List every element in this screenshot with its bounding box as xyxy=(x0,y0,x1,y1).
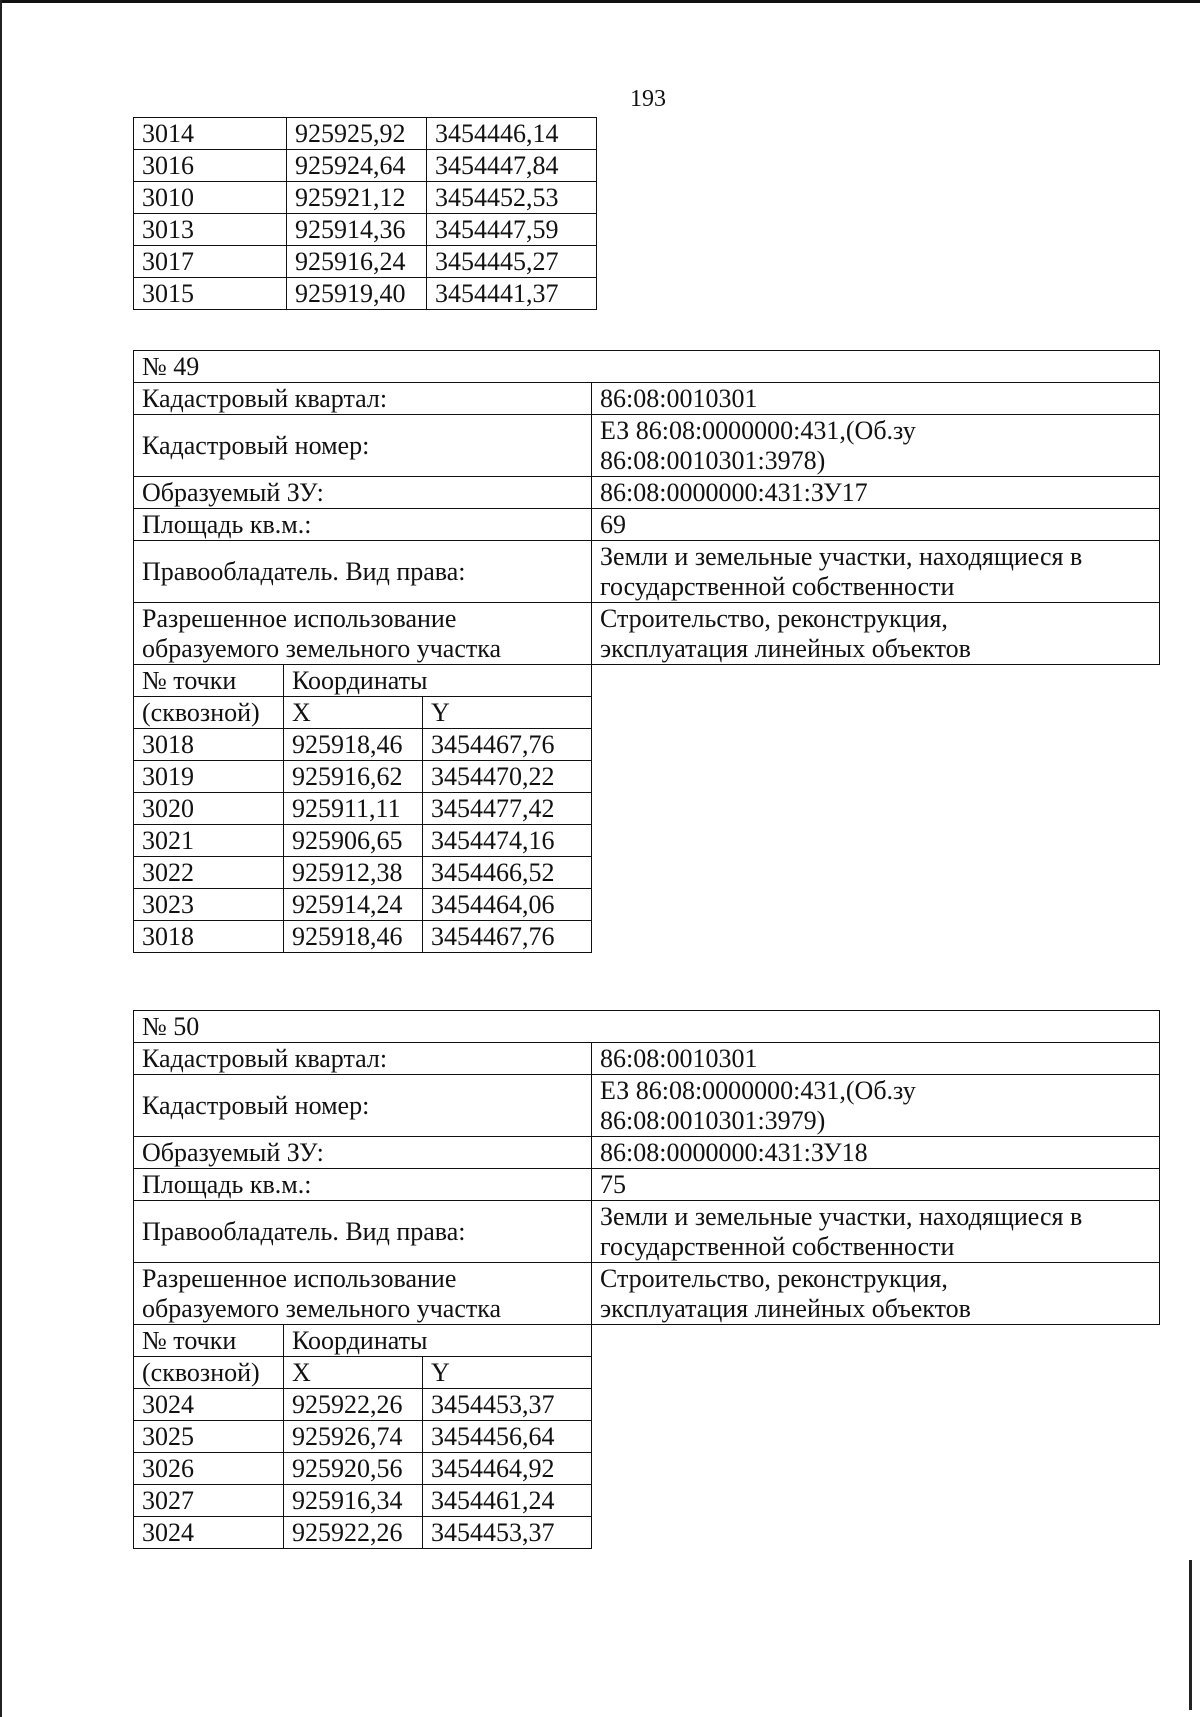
coordinate-row xyxy=(134,729,1160,761)
y-coordinate-cell: 3454453,37 xyxy=(423,1389,592,1421)
scan-right-mark xyxy=(1189,1560,1192,1710)
y-coordinate-cell: 3454464,06 xyxy=(423,889,592,921)
cadastral-number-label: Кадастровый номер: xyxy=(134,415,592,477)
coordinates-header: Координаты xyxy=(284,665,592,697)
coordinate-row xyxy=(134,1453,1160,1485)
coordinate-row xyxy=(134,1421,1160,1453)
cadastral-number-value: ЕЗ 86:08:0000000:431,(Об.зу 86:08:0010301:3979) xyxy=(592,1075,1160,1137)
owner-value: Земли и земельные участки, находящиеся в государственной собственности xyxy=(592,1201,1160,1263)
permitted-use-label: Разрешенное использование образуемого земельного участка xyxy=(134,603,592,665)
coordinate-row xyxy=(134,1389,1160,1421)
coordinate-row xyxy=(134,246,597,278)
y-coordinate-cell: 3454470,22 xyxy=(423,761,592,793)
x-coordinate-cell: 925911,11 xyxy=(284,793,423,825)
coordinate-row xyxy=(134,214,597,246)
cadastral-quarter-value: 86:08:0010301 xyxy=(592,1043,1160,1075)
page-number: 193 xyxy=(630,86,666,112)
scan-left-edge xyxy=(0,0,2,1717)
area-value: 69 xyxy=(592,509,1160,541)
coordinate-row xyxy=(134,118,597,150)
permitted-use-label: Разрешенное использование образуемого земельного участка xyxy=(134,1263,592,1325)
y-coordinate-cell: 3454453,37 xyxy=(423,1517,592,1549)
point-number-cell: 3013 xyxy=(134,214,287,246)
owner-label: Правообладатель. Вид права: xyxy=(134,1201,592,1263)
coordinates-header: Координаты xyxy=(284,1325,592,1357)
x-coordinate-cell: 925916,24 xyxy=(287,246,427,278)
x-header: X xyxy=(284,697,423,729)
cadastral-number-value: ЕЗ 86:08:0000000:431,(Об.зу 86:08:0010301:3978) xyxy=(592,415,1160,477)
point-number-cell: 3018 xyxy=(134,729,284,761)
x-coordinate-cell: 925918,46 xyxy=(284,729,423,761)
point-number-cell: 3026 xyxy=(134,1453,284,1485)
point-number-header: № точки xyxy=(134,665,284,697)
coordinate-row xyxy=(134,1517,1160,1549)
x-coordinate-cell: 925906,65 xyxy=(284,825,423,857)
owner-value: Земли и земельные участки, находящиеся в государственной собственности xyxy=(592,541,1160,603)
coordinate-row xyxy=(134,278,597,310)
point-number-cell: 3016 xyxy=(134,150,287,182)
point-number-cell: 3027 xyxy=(134,1485,284,1517)
point-number-cell: 3024 xyxy=(134,1517,284,1549)
coordinate-row xyxy=(134,889,1160,921)
x-coordinate-cell: 925926,74 xyxy=(284,1421,423,1453)
scan-top-edge xyxy=(0,0,1200,3)
permitted-use-value: Строительство, реконструкция, эксплуатация линейных объектов xyxy=(592,1263,1160,1325)
through-header: (сквозной) xyxy=(134,697,284,729)
x-coordinate-cell: 925925,92 xyxy=(287,118,427,150)
x-coordinate-cell: 925914,36 xyxy=(287,214,427,246)
x-coordinate-cell: 925918,46 xyxy=(284,921,423,953)
coordinate-row xyxy=(134,1485,1160,1517)
area-label: Площадь кв.м.: xyxy=(134,509,592,541)
y-coordinate-cell: 3454446,14 xyxy=(427,118,597,150)
through-header: (сквозной) xyxy=(134,1357,284,1389)
coordinate-row xyxy=(134,761,1160,793)
coordinate-row xyxy=(134,825,1160,857)
point-number-cell: 3015 xyxy=(134,278,287,310)
x-coordinate-cell: 925912,38 xyxy=(284,857,423,889)
point-number-cell: 3017 xyxy=(134,246,287,278)
y-coordinate-cell: 3454477,42 xyxy=(423,793,592,825)
y-header: Y xyxy=(423,1357,592,1389)
y-coordinate-cell: 3454456,64 xyxy=(423,1421,592,1453)
y-coordinate-cell: 3454474,16 xyxy=(423,825,592,857)
plot-50-table xyxy=(133,1010,1160,1549)
point-number-header: № точки xyxy=(134,1325,284,1357)
y-coordinate-cell: 3454464,92 xyxy=(423,1453,592,1485)
coordinate-row xyxy=(134,793,1160,825)
y-header: Y xyxy=(423,697,592,729)
plot-number: № 49 xyxy=(134,351,1160,383)
point-number-cell: 3022 xyxy=(134,857,284,889)
x-coordinate-cell: 925922,26 xyxy=(284,1389,423,1421)
cadastral-quarter-value: 86:08:0010301 xyxy=(592,383,1160,415)
area-label: Площадь кв.м.: xyxy=(134,1169,592,1201)
point-number-cell: 3020 xyxy=(134,793,284,825)
x-coordinate-cell: 925922,26 xyxy=(284,1517,423,1549)
cadastral-quarter-label: Кадастровый квартал: xyxy=(134,1043,592,1075)
y-coordinate-cell: 3454445,27 xyxy=(427,246,597,278)
coordinate-row xyxy=(134,857,1160,889)
cadastral-quarter-label: Кадастровый квартал: xyxy=(134,383,592,415)
formed-plot-value: 86:08:0000000:431:ЗУ18 xyxy=(592,1137,1160,1169)
x-coordinate-cell: 925916,34 xyxy=(284,1485,423,1517)
coordinate-row xyxy=(134,921,1160,953)
point-number-cell: 3014 xyxy=(134,118,287,150)
point-number-cell: 3023 xyxy=(134,889,284,921)
owner-label: Правообладатель. Вид права: xyxy=(134,541,592,603)
x-header: X xyxy=(284,1357,423,1389)
plot-49-table xyxy=(133,350,1160,953)
x-coordinate-cell: 925924,64 xyxy=(287,150,427,182)
y-coordinate-cell: 3454467,76 xyxy=(423,729,592,761)
formed-plot-label: Образуемый ЗУ: xyxy=(134,477,592,509)
point-number-cell: 3025 xyxy=(134,1421,284,1453)
plot-number: № 50 xyxy=(134,1011,1160,1043)
formed-plot-label: Образуемый ЗУ: xyxy=(134,1137,592,1169)
y-coordinate-cell: 3454447,84 xyxy=(427,150,597,182)
x-coordinate-cell: 925920,56 xyxy=(284,1453,423,1485)
point-number-cell: 3018 xyxy=(134,921,284,953)
x-coordinate-cell: 925914,24 xyxy=(284,889,423,921)
y-coordinate-cell: 3454447,59 xyxy=(427,214,597,246)
area-value: 75 xyxy=(592,1169,1160,1201)
coordinate-row xyxy=(134,182,597,214)
x-coordinate-cell: 925921,12 xyxy=(287,182,427,214)
point-number-cell: 3024 xyxy=(134,1389,284,1421)
cadastral-number-label: Кадастровый номер: xyxy=(134,1075,592,1137)
y-coordinate-cell: 3454467,76 xyxy=(423,921,592,953)
x-coordinate-cell: 925916,62 xyxy=(284,761,423,793)
point-number-cell: 3021 xyxy=(134,825,284,857)
coordinate-row xyxy=(134,150,597,182)
point-number-cell: 3010 xyxy=(134,182,287,214)
permitted-use-value: Строительство, реконструкция, эксплуатация линейных объектов xyxy=(592,603,1160,665)
y-coordinate-cell: 3454441,37 xyxy=(427,278,597,310)
top-coordinates-table xyxy=(133,117,597,310)
y-coordinate-cell: 3454461,24 xyxy=(423,1485,592,1517)
y-coordinate-cell: 3454466,52 xyxy=(423,857,592,889)
point-number-cell: 3019 xyxy=(134,761,284,793)
y-coordinate-cell: 3454452,53 xyxy=(427,182,597,214)
formed-plot-value: 86:08:0000000:431:ЗУ17 xyxy=(592,477,1160,509)
x-coordinate-cell: 925919,40 xyxy=(287,278,427,310)
